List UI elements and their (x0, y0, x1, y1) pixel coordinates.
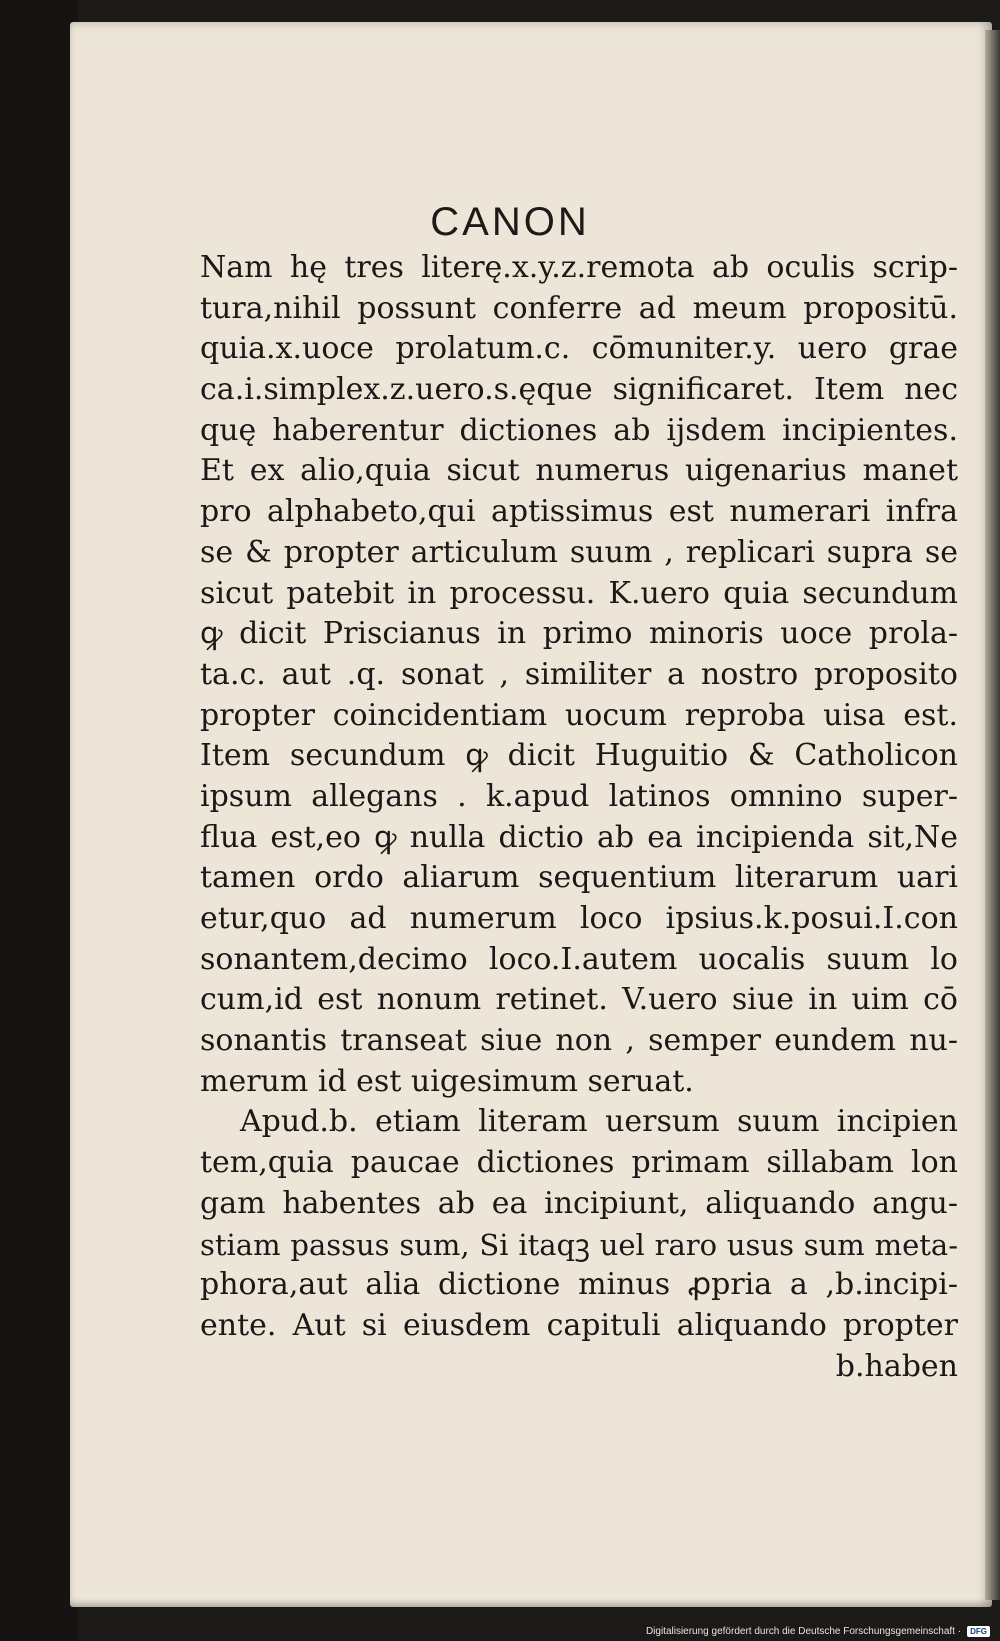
text-line: se & propter articulum suum , replicari supra se (200, 534, 958, 570)
text-line: gam habentes ab ea incipiunt, aliquando angu- (200, 1185, 958, 1221)
text-line: ipsum allegans . k.apud latinos omnino super- (200, 778, 958, 814)
text-line: Et ex alio,quia sicut numerus uigenarius manet (200, 453, 958, 489)
text-line: tamen ordo aliarum sequentium literarum uari (200, 860, 958, 896)
scan-background (0, 0, 78, 1641)
text-line: Nam hę tres literę.x.y.z.remota ab oculis scrip- (200, 250, 958, 285)
text-line: sicut patebit in processu. K.uero quia secundum (200, 575, 958, 611)
text-line: flua est,eo ꝙ nulla dictio ab ea incipienda sit,Ne (200, 819, 958, 855)
text-line: sonantem,decimo loco.I.autem uocalis suum lo (200, 941, 958, 977)
text-block (200, 248, 958, 1387)
text-line: merum id est uigesimum seruat. (200, 1063, 694, 1099)
dfg-logo-icon: DFG (967, 1626, 990, 1637)
text-line: cum,id est nonum retinet. V.uero siue in uim cō (200, 982, 958, 1018)
text-line: stiam passus sum, Si itaqꝫ uel raro usus sum meta- (200, 1227, 958, 1262)
text-line: propter coincidentiam uocum reproba uisa est. (200, 697, 958, 733)
running-head: CANON (430, 200, 590, 244)
text-line: ta.c. aut .q. sonat , similiter a nostro proposito (200, 656, 958, 692)
digitization-credit (646, 1626, 990, 1637)
text-line: phora,aut alia dictione minus ꝓpria a ,b.incipi- (200, 1267, 958, 1303)
text-line: ente. Aut si eiusdem capituli aliquando propter (200, 1307, 958, 1343)
text-line: etur,quo ad numerum loco ipsius.k.posui.I.con (200, 901, 958, 936)
text-line: Item secundum ꝙ dicit Huguitio & Catholicon (200, 738, 958, 774)
text-line: ca.i.simplex.z.uero.s.ęque significaret. Item nec (200, 372, 958, 408)
text-line: tura,nihil possunt conferre ad meum propositū. (200, 290, 958, 326)
text-line: sonantis transeat siue non , semper eundem nu- (200, 1023, 958, 1059)
credit-text: Digitalisierung gefördert durch die Deutsche Forschungsgemeinschaft · (645, 1626, 962, 1637)
text-line: quia.x.uoce prolatum.c. cōmuniter.y. uero grae (200, 331, 958, 367)
text-line: quę haberentur dictiones ab ijsdem incipientes. (200, 412, 958, 448)
text-line: ꝙ dicit Priscianus in primo minoris uoce prola- (200, 616, 958, 652)
paragraph-start-line: Apud.b. etiam literam uersum suum incipien (240, 1104, 958, 1140)
page-edge-shadow (985, 30, 1000, 1600)
catchword: b.haben (835, 1348, 958, 1384)
text-line: pro alphabeto,qui aptissimus est numerari infra (200, 494, 958, 530)
text-line: tem,quia paucae dictiones primam sillabam lon (200, 1145, 958, 1181)
